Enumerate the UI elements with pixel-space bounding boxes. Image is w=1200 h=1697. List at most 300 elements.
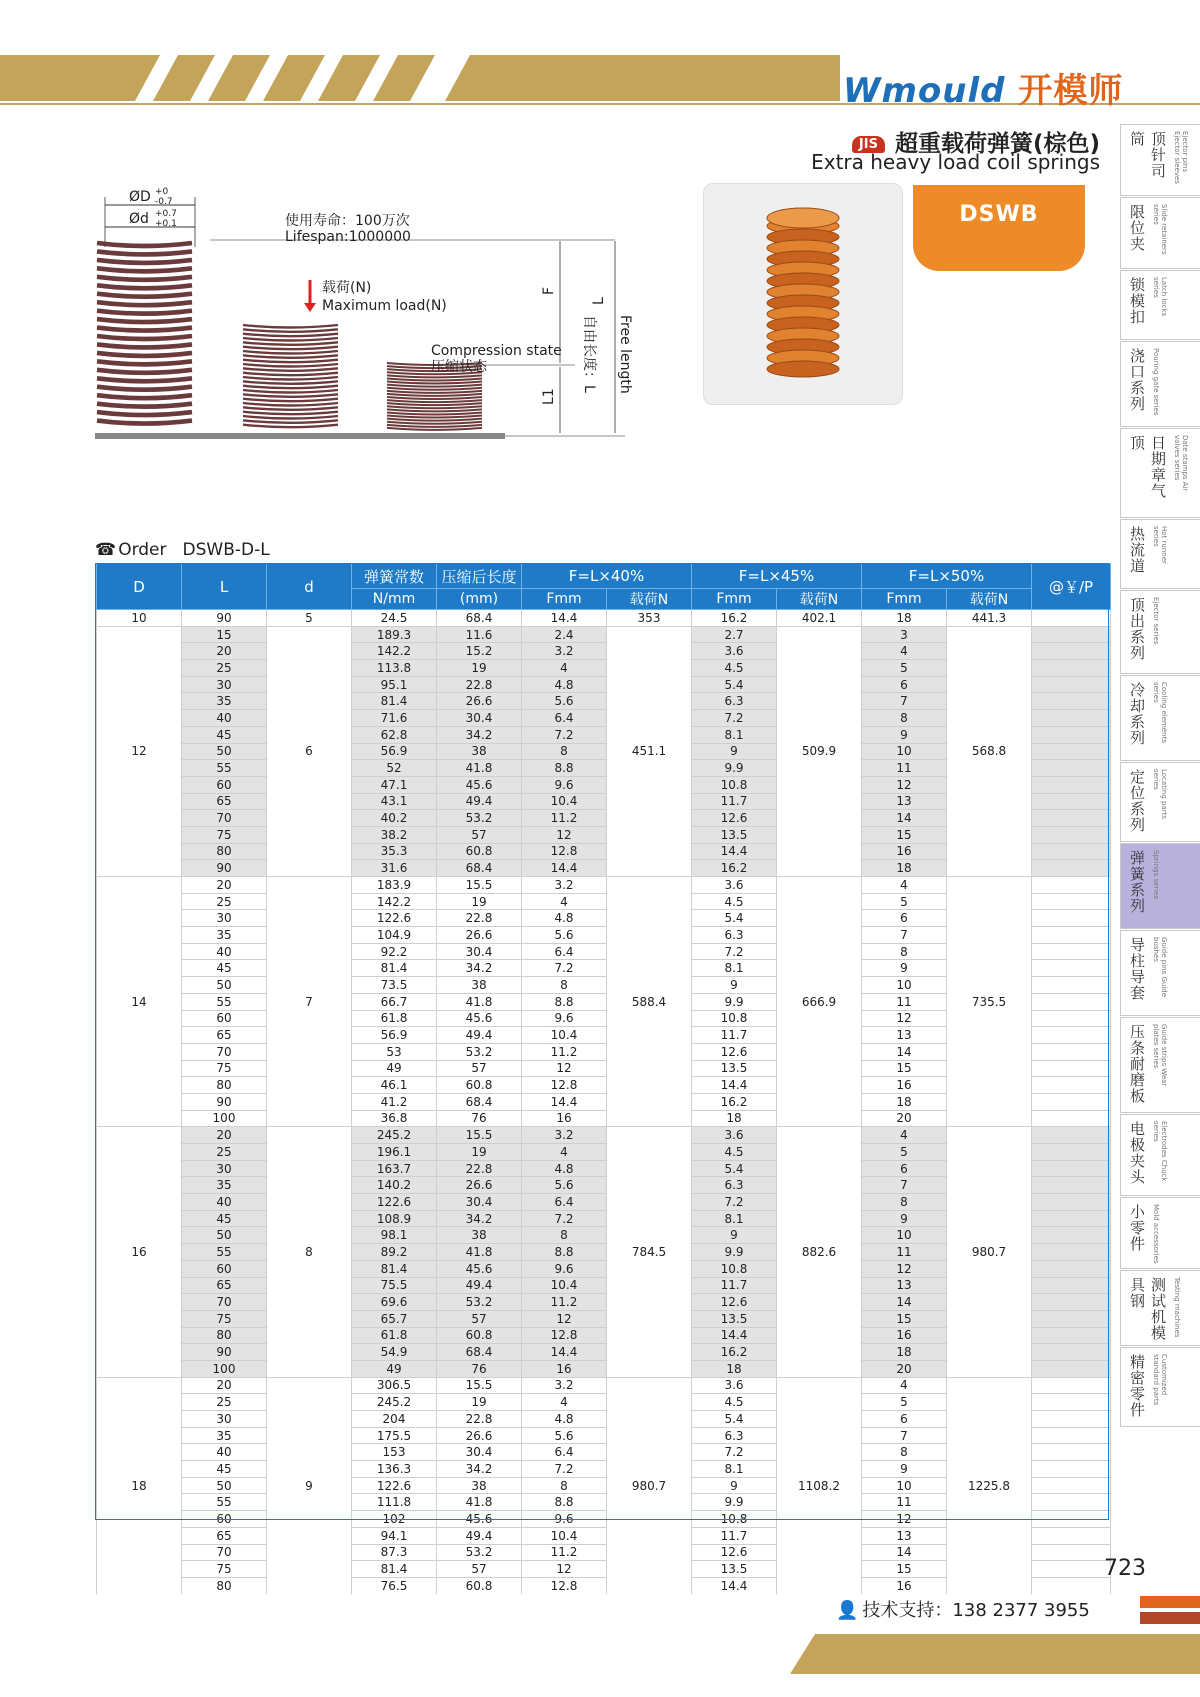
sidenav-item[interactable]: [1120, 1347, 1200, 1427]
cell-spring-const: 87.3: [352, 1544, 437, 1561]
cell-fmm-45: 8.1: [692, 726, 777, 743]
cell-spring-const: 38.2: [352, 826, 437, 843]
cell-fmm-40: 11.2: [522, 1043, 607, 1060]
cell-fmm-45: 4.5: [692, 660, 777, 677]
cell-fmm-40: 4.8: [522, 1411, 607, 1428]
cell-L: 45: [182, 1210, 267, 1227]
cell-compressed-len: 22.8: [437, 1160, 522, 1177]
sub-header-fmm-45: Fmm: [692, 589, 777, 610]
cell-spring-const: 40.2: [352, 810, 437, 827]
cell-fmm-40: 5.6: [522, 927, 607, 944]
cell-fmm-50: 6: [862, 1411, 947, 1428]
lifespan-en: Lifespan:1000000: [285, 229, 411, 245]
cell-d: 7: [267, 877, 352, 1127]
cell-L: 45: [182, 960, 267, 977]
cell-fmm-45: 4.5: [692, 1394, 777, 1411]
spring-const-unit: N/mm: [352, 589, 437, 610]
cell-L: 55: [182, 1494, 267, 1511]
cell-L: 20: [182, 643, 267, 660]
cell-price: [1032, 960, 1111, 977]
cell-fmm-50: 15: [862, 826, 947, 843]
cell-fmm-50: 5: [862, 1394, 947, 1411]
cell-load-50: 1225.8: [947, 1377, 1032, 1593]
cell-compressed-len: 30.4: [437, 1194, 522, 1211]
cell-d: 8: [267, 1127, 352, 1377]
cell-fmm-45: 5.4: [692, 1160, 777, 1177]
cell-L: 55: [182, 993, 267, 1010]
cell-fmm-40: 12.8: [522, 1577, 607, 1593]
cell-compressed-len: 11.6: [437, 626, 522, 643]
sidenav-item-label: 精密零件: [1128, 1354, 1146, 1418]
sidenav-item-sublabel: Cooling elements series: [1152, 682, 1168, 743]
cell-compressed-len: 19: [437, 1394, 522, 1411]
cell-price: [1032, 1511, 1111, 1528]
cell-compressed-len: 49.4: [437, 1527, 522, 1544]
table-row: [97, 877, 1111, 894]
cell-fmm-45: 12.6: [692, 1294, 777, 1311]
cell-spring-const: 136.3: [352, 1461, 437, 1478]
cell-price: [1032, 927, 1111, 944]
cell-L: 75: [182, 826, 267, 843]
cell-fmm-40: 8.8: [522, 1244, 607, 1261]
cell-L: 50: [182, 1227, 267, 1244]
cell-fmm-45: 3.6: [692, 1377, 777, 1394]
cell-L: 35: [182, 1177, 267, 1194]
cell-fmm-45: 3.6: [692, 877, 777, 894]
cell-spring-const: 89.2: [352, 1244, 437, 1261]
cell-compressed-len: 68.4: [437, 1344, 522, 1361]
cell-L: 100: [182, 1110, 267, 1127]
cell-fmm-50: 7: [862, 693, 947, 710]
cell-compressed-len: 41.8: [437, 760, 522, 777]
cell-L: 35: [182, 1427, 267, 1444]
cell-compressed-len: 41.8: [437, 1244, 522, 1261]
ground-base: [95, 433, 505, 439]
cell-price: [1032, 1027, 1111, 1044]
cell-D: 18: [97, 1377, 182, 1593]
cell-spring-const: 196.1: [352, 1144, 437, 1161]
cell-fmm-50: 6: [862, 1160, 947, 1177]
cell-spring-const: 92.2: [352, 943, 437, 960]
cell-D: 14: [97, 877, 182, 1127]
cell-fmm-50: 11: [862, 993, 947, 1010]
cell-compressed-len: 38: [437, 743, 522, 760]
col-header-spring-const: 弹簧常数: [352, 564, 437, 589]
cell-spring-const: 24.5: [352, 610, 437, 627]
cell-fmm-40: 8.8: [522, 1494, 607, 1511]
cell-fmm-40: 2.4: [522, 626, 607, 643]
sub-header-load-40: 载荷N: [607, 589, 692, 610]
cell-price: [1032, 1544, 1111, 1561]
cell-L: 50: [182, 977, 267, 994]
cell-spring-const: 69.6: [352, 1294, 437, 1311]
col-header-compressed-len: 压缩后长度: [437, 564, 522, 589]
sub-header-load-45: 载荷N: [777, 589, 862, 610]
cell-fmm-50: 9: [862, 726, 947, 743]
sidenav-item[interactable]: [1120, 590, 1200, 674]
id-tol-top: +0.7: [155, 209, 177, 219]
cell-fmm-40: 12: [522, 1561, 607, 1578]
sidenav-item-sublabel: Guide pins Guide bushes: [1152, 937, 1168, 998]
sidenav-item[interactable]: [1120, 341, 1200, 427]
col-header-f45: F=L×45%: [692, 564, 862, 589]
spec-table-body: [97, 610, 1111, 1594]
cell-L: 65: [182, 1277, 267, 1294]
id-tol-bottom: +0.1: [155, 219, 177, 229]
cell-compressed-len: 38: [437, 1477, 522, 1494]
cell-price: [1032, 1427, 1111, 1444]
cell-fmm-50: 10: [862, 1227, 947, 1244]
cell-L: 90: [182, 1344, 267, 1361]
cell-fmm-45: 6.3: [692, 1427, 777, 1444]
cell-d: 9: [267, 1377, 352, 1593]
cell-compressed-len: 34.2: [437, 1210, 522, 1227]
cell-fmm-40: 14.4: [522, 1093, 607, 1110]
cell-price: [1032, 1244, 1111, 1261]
cell-L: 40: [182, 710, 267, 727]
cell-fmm-50: 8: [862, 710, 947, 727]
load-cn: 载荷(N): [322, 280, 372, 296]
cell-fmm-45: 9.9: [692, 760, 777, 777]
sidenav-item-label: 浇口系列: [1128, 348, 1146, 412]
cell-price: [1032, 710, 1111, 727]
cell-L: 80: [182, 1577, 267, 1593]
cell-fmm-40: 6.4: [522, 1444, 607, 1461]
cell-fmm-45: 14.4: [692, 1327, 777, 1344]
cell-fmm-45: 11.7: [692, 1027, 777, 1044]
cell-spring-const: 204: [352, 1411, 437, 1428]
cell-fmm-45: 13.5: [692, 826, 777, 843]
cell-price: [1032, 1227, 1111, 1244]
cell-load-45: 402.1: [777, 610, 862, 627]
cell-compressed-len: 76: [437, 1110, 522, 1127]
cell-fmm-45: 9: [692, 1477, 777, 1494]
cell-fmm-40: 10.4: [522, 1277, 607, 1294]
cell-price: [1032, 1260, 1111, 1277]
cell-fmm-50: 16: [862, 1577, 947, 1593]
sidenav-item-sublabel: Guide strips Wear plates series: [1152, 1024, 1168, 1087]
sidenav-item[interactable]: [1120, 675, 1200, 761]
cell-fmm-50: 7: [862, 1427, 947, 1444]
sidenav-item[interactable]: [1120, 1114, 1200, 1196]
cell-L: 60: [182, 1010, 267, 1027]
cell-price: [1032, 910, 1111, 927]
cell-compressed-len: 26.6: [437, 693, 522, 710]
cell-fmm-45: 4.5: [692, 1144, 777, 1161]
cell-L: 65: [182, 793, 267, 810]
cell-price: [1032, 1561, 1111, 1578]
col-header-price: @￥/P: [1032, 564, 1111, 610]
col-header-L: L: [182, 564, 267, 610]
cell-fmm-40: 8: [522, 743, 607, 760]
cell-spring-const: 142.2: [352, 643, 437, 660]
cell-fmm-50: 10: [862, 977, 947, 994]
cell-spring-const: 73.5: [352, 977, 437, 994]
cell-fmm-45: 13.5: [692, 1310, 777, 1327]
cell-L: 25: [182, 893, 267, 910]
cell-D: 12: [97, 626, 182, 876]
cell-fmm-50: 8: [862, 1444, 947, 1461]
cell-compressed-len: 15.5: [437, 1127, 522, 1144]
cell-L: 35: [182, 927, 267, 944]
cell-fmm-40: 3.2: [522, 1377, 607, 1394]
cell-price: [1032, 1327, 1111, 1344]
cell-fmm-45: 7.2: [692, 710, 777, 727]
cell-L: 75: [182, 1561, 267, 1578]
cell-L: 100: [182, 1360, 267, 1377]
cell-fmm-50: 15: [862, 1310, 947, 1327]
cell-price: [1032, 693, 1111, 710]
sidenav-item[interactable]: [1120, 519, 1200, 589]
cell-spring-const: 52: [352, 760, 437, 777]
support-person-icon: 👤: [836, 1600, 859, 1621]
cell-d: 6: [267, 626, 352, 876]
cell-fmm-40: 6.4: [522, 943, 607, 960]
cell-price: [1032, 1477, 1111, 1494]
sidenav-item-sublabel: Electrodes Chuck series: [1152, 1121, 1168, 1182]
cell-fmm-50: 16: [862, 1327, 947, 1344]
cell-fmm-45: 12.6: [692, 1544, 777, 1561]
sidenav-item[interactable]: [1120, 843, 1200, 929]
cell-fmm-40: 7.2: [522, 1210, 607, 1227]
cell-fmm-45: 9.9: [692, 993, 777, 1010]
cell-fmm-40: 12: [522, 1060, 607, 1077]
order-code: [95, 540, 270, 560]
cell-compressed-len: 57: [437, 826, 522, 843]
cell-fmm-40: 3.2: [522, 643, 607, 660]
cell-fmm-50: 13: [862, 1527, 947, 1544]
sidenav-item[interactable]: [1120, 197, 1200, 269]
cell-fmm-45: 14.4: [692, 1577, 777, 1593]
sidenav-item-sublabel: Springs series: [1152, 850, 1160, 900]
cell-price: [1032, 1461, 1111, 1478]
cell-compressed-len: 41.8: [437, 1494, 522, 1511]
sidenav-item-label: 锁模扣: [1128, 277, 1146, 325]
product-code-tab: DSWB: [913, 185, 1085, 271]
sidenav-item-label: 弹簧系列: [1128, 850, 1146, 914]
cell-spring-const: 111.8: [352, 1494, 437, 1511]
sidenav-item[interactable]: [1120, 930, 1200, 1016]
l1-label: L1: [541, 388, 557, 405]
sidenav-item-label: 电极夹头: [1128, 1121, 1146, 1185]
lifespan-cn: 使用寿命：100万次: [285, 213, 410, 229]
footer-stripe-band: [790, 1634, 1200, 1674]
sidenav-item[interactable]: [1120, 124, 1200, 196]
cell-L: 20: [182, 1127, 267, 1144]
cell-fmm-40: 6.4: [522, 710, 607, 727]
cell-compressed-len: 49.4: [437, 1027, 522, 1044]
cell-compressed-len: 26.6: [437, 1177, 522, 1194]
cell-price: [1032, 1077, 1111, 1094]
sidenav-item-sublabel: Pouring gate series: [1152, 348, 1160, 416]
cell-price: [1032, 1110, 1111, 1127]
cell-fmm-40: 10.4: [522, 1527, 607, 1544]
cell-compressed-len: 30.4: [437, 1444, 522, 1461]
f-label: F: [541, 286, 557, 295]
cell-fmm-45: 13.5: [692, 1060, 777, 1077]
cell-price: [1032, 1344, 1111, 1361]
cell-spring-const: 71.6: [352, 710, 437, 727]
cell-price: [1032, 676, 1111, 693]
cell-fmm-40: 9.6: [522, 1511, 607, 1528]
sidenav-item[interactable]: [1120, 428, 1200, 518]
cell-fmm-40: 9.6: [522, 1260, 607, 1277]
cell-price: [1032, 776, 1111, 793]
cell-fmm-45: 7.2: [692, 1194, 777, 1211]
cell-fmm-50: 4: [862, 1127, 947, 1144]
cell-price: [1032, 1310, 1111, 1327]
cell-compressed-len: 38: [437, 977, 522, 994]
cell-fmm-40: 4: [522, 893, 607, 910]
l-label: L: [591, 297, 607, 305]
sub-header-fmm-40: Fmm: [522, 589, 607, 610]
cell-L: 35: [182, 693, 267, 710]
sidenav-item[interactable]: [1120, 270, 1200, 340]
cell-L: 55: [182, 760, 267, 777]
cell-spring-const: 122.6: [352, 1477, 437, 1494]
cell-price: [1032, 1093, 1111, 1110]
cell-compressed-len: 22.8: [437, 910, 522, 927]
cell-compressed-len: 34.2: [437, 960, 522, 977]
cell-L: 80: [182, 843, 267, 860]
cell-d: 5: [267, 610, 352, 627]
cell-fmm-50: 9: [862, 1461, 947, 1478]
cell-price: [1032, 793, 1111, 810]
cell-price: [1032, 643, 1111, 660]
compression-en: Compression state: [431, 343, 562, 359]
sidenav-item-label: 顶出系列: [1128, 597, 1146, 661]
cell-load-50: 568.8: [947, 626, 1032, 876]
cell-price: [1032, 726, 1111, 743]
cell-L: 25: [182, 660, 267, 677]
cell-fmm-50: 12: [862, 776, 947, 793]
jis-badge: JIS: [852, 136, 885, 153]
cell-compressed-len: 30.4: [437, 943, 522, 960]
cell-load-40: 980.7: [607, 1377, 692, 1593]
cell-price: [1032, 860, 1111, 877]
id-label: Ød: [129, 211, 149, 227]
sidenav-item[interactable]: [1120, 1270, 1200, 1346]
cell-fmm-40: 4: [522, 1394, 607, 1411]
spring-diagram: [95, 185, 650, 485]
cell-load-40: 353: [607, 610, 692, 627]
cell-fmm-45: 8.1: [692, 1210, 777, 1227]
cell-price: [1032, 1527, 1111, 1544]
support-phone: 138 2377 3955: [952, 1600, 1090, 1621]
cell-fmm-40: 10.4: [522, 1027, 607, 1044]
cell-L: 45: [182, 726, 267, 743]
sidenav-item-sublabel: Hot runner series: [1152, 526, 1168, 564]
cell-fmm-50: 14: [862, 1544, 947, 1561]
od-tol-bottom: -0.7: [155, 197, 173, 207]
cell-spring-const: 122.6: [352, 910, 437, 927]
cell-fmm-50: 12: [862, 1010, 947, 1027]
cell-compressed-len: 45.6: [437, 1010, 522, 1027]
col-header-f40: F=L×40%: [522, 564, 692, 589]
sidenav-item-sublabel: Date stamps Air valves series: [1173, 435, 1189, 492]
cell-spring-const: 66.7: [352, 993, 437, 1010]
cell-fmm-50: 6: [862, 676, 947, 693]
cell-spring-const: 61.8: [352, 1327, 437, 1344]
cell-price: [1032, 1411, 1111, 1428]
cell-fmm-50: 5: [862, 660, 947, 677]
cell-fmm-50: 18: [862, 610, 947, 627]
cell-fmm-50: 5: [862, 893, 947, 910]
sidenav-item[interactable]: [1120, 1197, 1200, 1269]
cell-compressed-len: 22.8: [437, 676, 522, 693]
cell-L: 90: [182, 860, 267, 877]
cell-fmm-50: 18: [862, 1344, 947, 1361]
cell-spring-const: 41.2: [352, 1093, 437, 1110]
sidenav-item[interactable]: [1120, 1017, 1200, 1113]
cell-fmm-45: 10.8: [692, 1010, 777, 1027]
cell-price: [1032, 1377, 1111, 1394]
cell-spring-const: 81.4: [352, 1260, 437, 1277]
cell-compressed-len: 45.6: [437, 1511, 522, 1528]
cell-fmm-40: 4: [522, 1144, 607, 1161]
tech-support: [836, 1596, 1090, 1622]
cell-fmm-50: 10: [862, 743, 947, 760]
cell-price: [1032, 1010, 1111, 1027]
cell-compressed-len: 53.2: [437, 1544, 522, 1561]
cell-price: [1032, 1444, 1111, 1461]
cell-compressed-len: 57: [437, 1310, 522, 1327]
sidenav-item-sublabel: Ejector pins Ejector sleeves: [1173, 131, 1189, 184]
cell-fmm-45: 18: [692, 1360, 777, 1377]
table-row: [97, 626, 1111, 643]
cell-fmm-50: 4: [862, 877, 947, 894]
cell-spring-const: 46.1: [352, 1077, 437, 1094]
cell-spring-const: 183.9: [352, 877, 437, 894]
cell-fmm-50: 11: [862, 1244, 947, 1261]
cell-fmm-50: 20: [862, 1110, 947, 1127]
cell-compressed-len: 68.4: [437, 1093, 522, 1110]
cell-fmm-45: 18: [692, 1110, 777, 1127]
sidenav-item-label: 日期章气顶: [1128, 435, 1167, 499]
cell-spring-const: 56.9: [352, 1027, 437, 1044]
cell-spring-const: 245.2: [352, 1394, 437, 1411]
cell-price: [1032, 626, 1111, 643]
cell-price: [1032, 810, 1111, 827]
cell-fmm-50: 6: [862, 910, 947, 927]
cell-spring-const: 62.8: [352, 726, 437, 743]
cell-price: [1032, 760, 1111, 777]
sidenav-item[interactable]: [1120, 762, 1200, 842]
cell-compressed-len: 26.6: [437, 1427, 522, 1444]
cell-load-50: 441.3: [947, 610, 1032, 627]
product-photo: [703, 183, 903, 405]
cell-compressed-len: 15.5: [437, 1377, 522, 1394]
cell-fmm-45: 8.1: [692, 1461, 777, 1478]
brand-logo: [843, 63, 1123, 112]
cell-compressed-len: 53.2: [437, 1294, 522, 1311]
page-number: 723: [1104, 1556, 1146, 1581]
cell-price: [1032, 1144, 1111, 1161]
cell-L: 90: [182, 1093, 267, 1110]
cell-fmm-40: 4.8: [522, 676, 607, 693]
cell-load-45: 666.9: [777, 877, 862, 1127]
cell-L: 20: [182, 877, 267, 894]
cell-spring-const: 175.5: [352, 1427, 437, 1444]
cell-L: 65: [182, 1027, 267, 1044]
cell-fmm-45: 14.4: [692, 1077, 777, 1094]
sidenav-item-sublabel: Slide retainers series: [1152, 204, 1168, 255]
cell-spring-const: 108.9: [352, 1210, 437, 1227]
sidenav-item-sublabel: Customized standard parts: [1152, 1354, 1168, 1406]
cell-spring-const: 36.8: [352, 1110, 437, 1127]
cell-spring-const: 54.9: [352, 1344, 437, 1361]
cell-spring-const: 153: [352, 1444, 437, 1461]
